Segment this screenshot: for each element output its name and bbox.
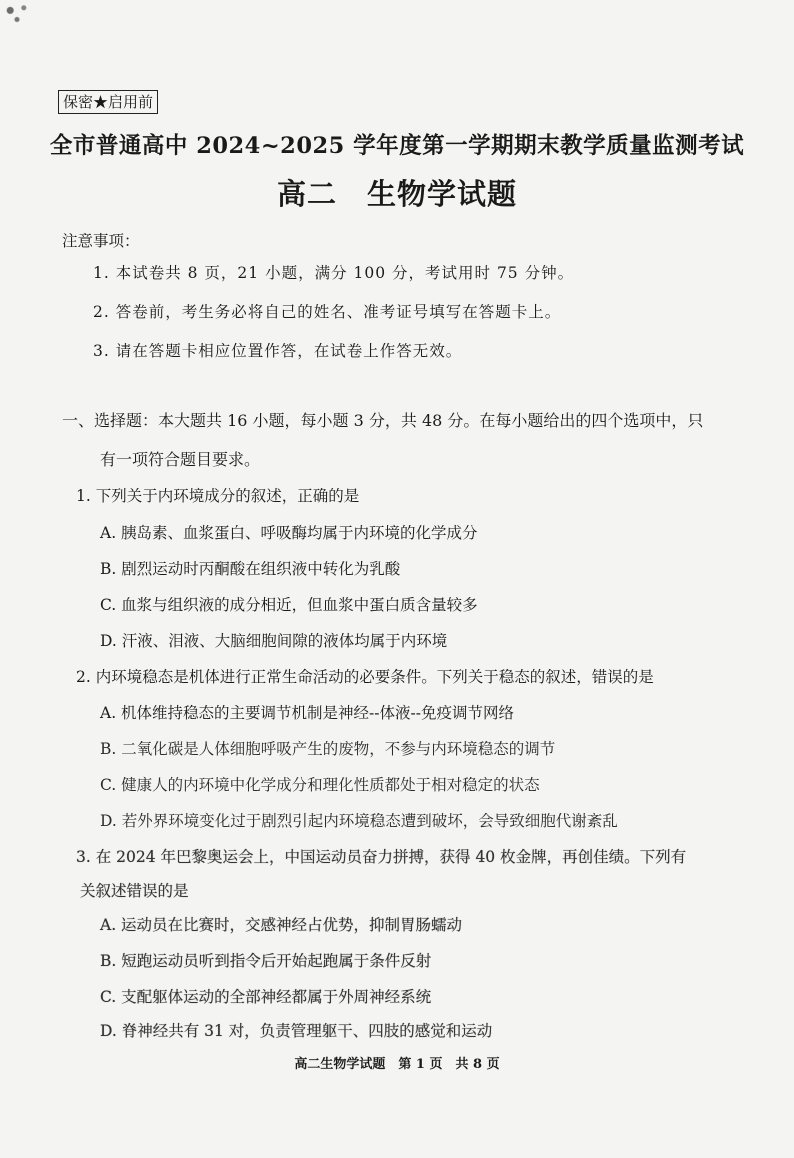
exam-title: 全市普通高中 2024~2025 学年度第一学期期末教学质量监测考试 <box>49 133 745 159</box>
question-option: A. 机体维持稳态的主要调节机制是神经--体液--免疫调节网络 <box>100 704 514 722</box>
subject-title: 高二 生物学试题 <box>276 177 517 211</box>
question-option: A. 运动员在比赛时，交感神经占优势，抑制胃肠蠕动 <box>100 916 463 934</box>
corner-scan-mark <box>0 0 34 26</box>
notice-item: 2. 答卷前，考生务必将自己的姓名、准考证号填写在答题卡上。 <box>93 303 562 321</box>
confidential-label: 保密★启用前 <box>58 90 158 114</box>
question-stem-cont: 关叙述错误的是 <box>80 882 189 900</box>
question-option: C. 血浆与组织液的成分相近，但血浆中蛋白质含量较多 <box>100 596 478 614</box>
question-stem: 2. 内环境稳态是机体进行正常生命活动的必要条件。下列关于稳态的叙述，错误的是 <box>76 668 654 686</box>
question-option: B. 剧烈运动时丙酮酸在组织液中转化为乳酸 <box>100 560 401 578</box>
question-option: C. 支配躯体运动的全部神经都属于外周神经系统 <box>100 988 432 1006</box>
question-option: D. 若外界环境变化过于剧烈引起内环境稳态遭到破坏，会导致细胞代谢紊乱 <box>100 812 618 830</box>
section-heading-cont: 有一项符合题目要求。 <box>100 450 261 469</box>
question-option: D. 汗液、泪液、大脑细胞间隙的液体均属于内环境 <box>100 632 448 650</box>
question-option: B. 二氧化碳是人体细胞呼吸产生的废物，不参与内环境稳态的调节 <box>100 740 556 758</box>
question-stem: 1. 下列关于内环境成分的叙述，正确的是 <box>76 487 360 505</box>
question-option: A. 胰岛素、血浆蛋白、呼吸酶均属于内环境的化学成分 <box>100 524 478 542</box>
section-heading: 一、选择题：本大题共 16 小题，每小题 3 分，共 48 分。在每小题给出的四个选项中，只 <box>62 411 704 430</box>
question-option: C. 健康人的内环境中化学成分和理化性质都处于相对稳定的状态 <box>100 776 540 794</box>
question-stem: 3. 在 2024 年巴黎奥运会上，中国运动员奋力拼搏，获得 40 枚金牌，再创佳绩。下列有 <box>76 848 687 866</box>
notice-item: 1. 本试卷共 8 页，21 小题，满分 100 分，考试用时 75 分钟。 <box>93 264 575 282</box>
notice-heading: 注意事项： <box>62 232 140 250</box>
question-option: B. 短跑运动员听到指令后开始起跑属于条件反射 <box>100 952 432 970</box>
question-option: D. 脊神经共有 31 对，负责管理躯干、四肢的感觉和运动 <box>100 1022 493 1040</box>
notice-item: 3. 请在答题卡相应位置作答，在试卷上作答无效。 <box>93 342 463 360</box>
page-footer: 高二生物学试题 第 1 页 共 8 页 <box>294 1057 500 1072</box>
